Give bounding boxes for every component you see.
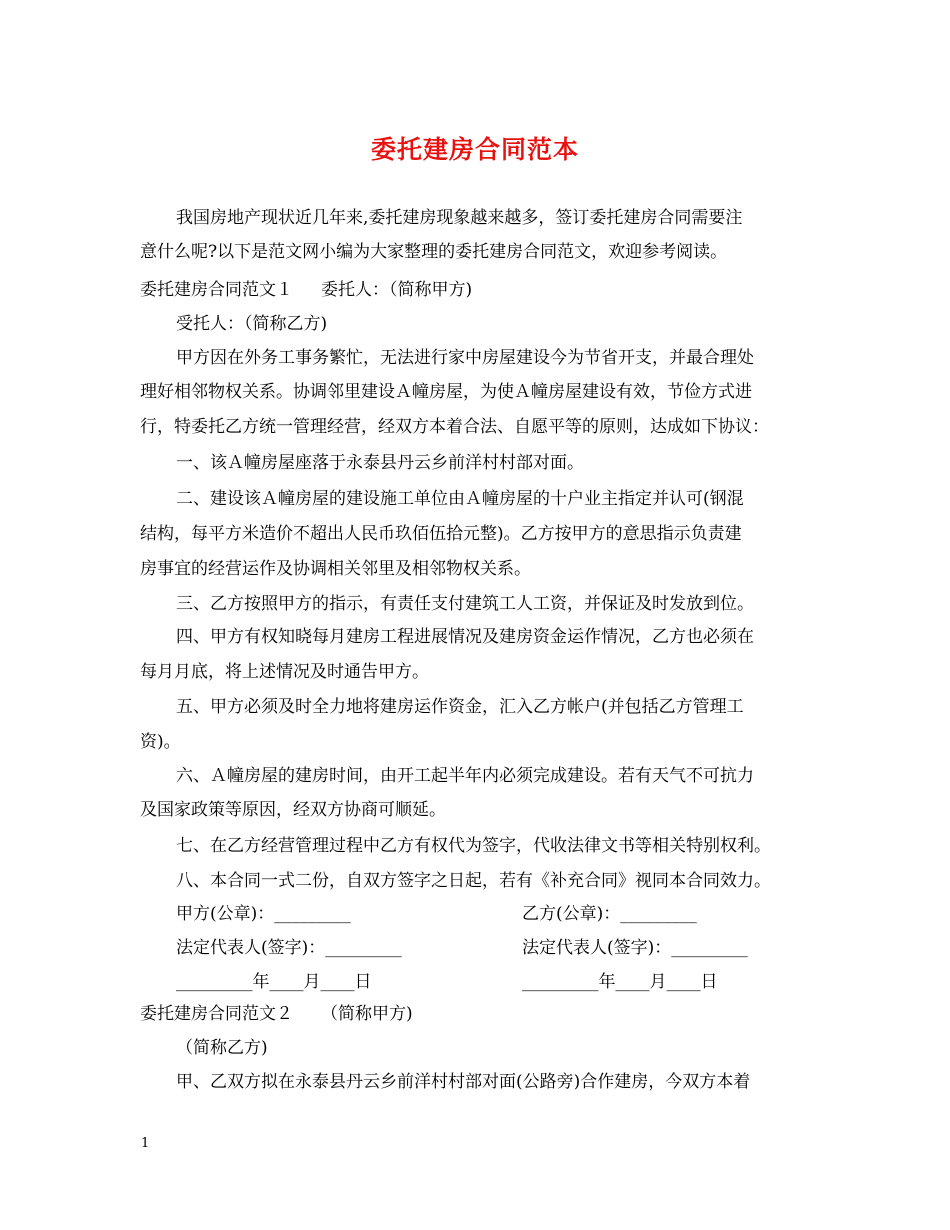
- clause-7-line-1: 七、在乙方经营管理过程中乙方有权代为签字，代收法律文书等相关特别权利。: [176, 836, 771, 856]
- clause-6-line-1: 六、Ａ幢房屋的建房时间，由开工起半年内必须完成建设。若有天气不可抗力: [176, 766, 754, 786]
- document-title: 委托建房合同范本: [370, 135, 579, 164]
- clause-8-line-1: 八、本合同一式二份，自双方签字之日起，若有《补充合同》视同本合同效力。: [176, 871, 771, 891]
- page-number: 1: [141, 1136, 150, 1151]
- party-b-seal: 乙方(公章)：_________: [522, 904, 697, 924]
- party-a-seal: 甲方(公章)：_________: [176, 904, 351, 924]
- sample2-party-b: （简称乙方): [176, 1038, 268, 1058]
- clause-4-line-1: 四、甲方有权知晓每月建房工程进展情况及建房资金运作情况，乙方也必须在: [176, 627, 754, 647]
- sample2-heading: 委托建房合同范文２: [140, 1004, 293, 1024]
- preamble-line-2: 理好相邻物权关系。协调邻里建设Ａ幢房屋，为使Ａ幢房屋建设有效，节俭方式进: [140, 382, 752, 402]
- sample1-heading: 委托建房合同范文１: [140, 280, 293, 300]
- preamble-line-3: 行，特委托乙方统一管理经营，经双方本着合法、自愿平等的原则，达成如下协议：: [140, 417, 769, 437]
- client-line: 委托人：（简称甲方): [321, 280, 473, 300]
- party-b-date: _________年____月____日: [522, 972, 718, 992]
- sample1-heading-row: [140, 278, 472, 302]
- clause-2-line-1: 二、建设该Ａ幢房屋的建设施工单位由Ａ幢房屋的十户业主指定并认可(钢混: [176, 489, 744, 509]
- clause-5-line-2: 资)。: [140, 732, 181, 752]
- sample2-body-line-1: 甲、乙双方拟在永泰县丹云乡前洋村村部对面(公路旁)合作建房，今双方本着: [176, 1072, 751, 1092]
- clause-2-line-2: 结构，每平方米造价不超出人民币玖佰伍拾元整)。乙方按甲方的意思指示负责建: [140, 524, 742, 544]
- clause-4-line-2: 每月月底，将上述情况及时通告甲方。: [140, 662, 429, 682]
- clause-3-line-1: 三、乙方按照甲方的指示，有责任支付建筑工人工资，并保证及时发放到位。: [176, 594, 754, 614]
- clause-1-line-1: 一、该Ａ幢房屋座落于永泰县丹云乡前洋村村部对面。: [176, 453, 584, 473]
- party-a-representative: 法定代表人(签字)：_________: [176, 938, 402, 958]
- clause-5-line-1: 五、甲方必须及时全力地将建房运作资金，汇入乙方帐户(并包括乙方管理工: [176, 697, 744, 717]
- intro-line-1: 我国房地产现状近几年来,委托建房现象越来越多，签订委托建房合同需要注: [176, 208, 743, 228]
- sample2-party-a: （简称甲方): [321, 1004, 413, 1024]
- clause-2-line-3: 房事宜的经营运作及协调相关邻里及相邻物权关系。: [140, 559, 531, 579]
- agent-line: 受托人：（简称乙方): [176, 314, 328, 334]
- party-a-date: _________年____月____日: [176, 972, 372, 992]
- preamble-line-1: 甲方因在外务工事务繁忙，无法进行家中房屋建设今为节省开支，并最合理处: [176, 348, 754, 368]
- intro-line-2: 意什么呢?以下是范文网小编为大家整理的委托建房合同范文，欢迎参考阅读。: [140, 242, 728, 262]
- clause-6-line-2: 及国家政策等原因，经双方协商可顺延。: [140, 800, 446, 820]
- sample2-heading-row: [140, 1002, 413, 1026]
- party-b-representative: 法定代表人(签字)：_________: [522, 938, 748, 958]
